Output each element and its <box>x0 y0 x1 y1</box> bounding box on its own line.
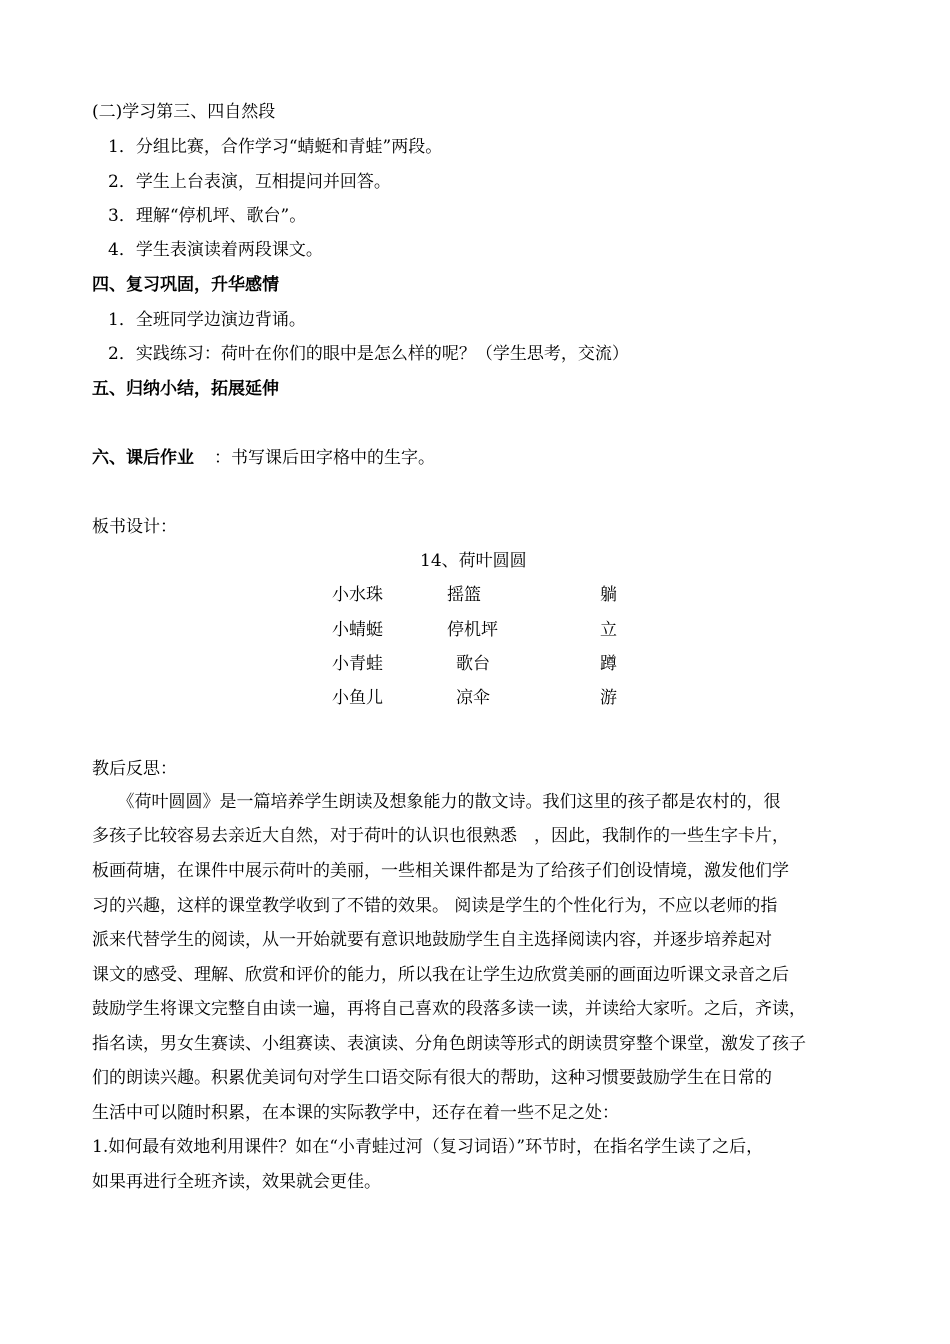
board-cell: 停机坪 <box>447 620 498 640</box>
board-cell: 凉伞 <box>456 688 490 708</box>
board-title: 14、荷叶圆圆 <box>420 551 527 571</box>
section4-item-2: 2．实践练习：荷叶在你们的眼中是怎么样的呢？（学生思考，交流） <box>108 344 629 364</box>
section-heading-5: 五、归纳小结，拓展延伸 <box>92 379 279 399</box>
section2-item-2: 2．学生上台表演，互相提问并回答。 <box>108 172 391 192</box>
reflection-line: 《荷叶圆圆》是一篇培养学生朗读及想象能力的散文诗。我们这里的孩子都是农村的，很 <box>92 792 781 812</box>
board-cell: 小鱼儿 <box>332 688 383 708</box>
reflection-line: 课文的感受、理解、欣赏和评价的能力，所以我在让学生边欣赏美丽的画面边听课文录音之后 <box>92 965 789 985</box>
board-cell: 摇篮 <box>447 585 481 605</box>
reflection-line: 习的兴趣，这样的课堂教学收到了不错的效果。 阅读是学生的个性化行为，不应以老师的指 <box>92 896 778 916</box>
board-cell: 躺 <box>600 585 617 605</box>
section4-item-1: 1．全班同学边演边背诵。 <box>108 310 306 330</box>
board-label: 板书设计： <box>92 517 177 537</box>
board-cell: 蹲 <box>600 654 617 674</box>
reflection-line: 生活中可以随时积累，在本课的实际教学中，还存在着一些不足之处： <box>92 1103 619 1123</box>
homework-text: ：书写课后田字格中的生字。 <box>214 448 435 468</box>
section2-item-4: 4．学生表演读着两段课文。 <box>108 240 323 260</box>
section-heading-2: (二)学习第三、四自然段 <box>92 102 276 122</box>
reflection-line: 鼓励学生将课文完整自由读一遍，再将自己喜欢的段落多读一读，并读给大家听。之后，齐读， <box>92 999 806 1019</box>
reflection-line: 指名读，男女生赛读、小组赛读、表演读、分角色朗读等形式的朗读贯穿整个课堂，激发了孩子 <box>92 1034 806 1054</box>
reflection-line: 多孩子比较容易去亲近大自然，对于荷叶的认识也很熟悉 ，因此，我制作的一些生字卡片， <box>92 826 789 846</box>
section2-item-3: 3．理解“停机坪、歌台”。 <box>108 206 307 226</box>
board-cell: 小蜻蜓 <box>332 620 383 640</box>
section2-item-1: 1．分组比赛，合作学习“蜻蜓和青蛙”两段。 <box>108 137 443 157</box>
board-cell: 立 <box>600 620 617 640</box>
section-heading-6: 六、课后作业 <box>92 448 194 468</box>
board-cell: 小青蛙 <box>332 654 383 674</box>
reflection-label: 教后反思： <box>92 759 177 779</box>
section-heading-4: 四、复习巩固，升华感情 <box>92 275 279 295</box>
reflection-line: 如果再进行全班齐读，效果就会更佳。 <box>92 1172 381 1192</box>
reflection-line: 板画荷塘，在课件中展示荷叶的美丽，一些相关课件都是为了给孩子们创设情境，激发他们学 <box>92 861 789 881</box>
board-cell: 歌台 <box>456 654 490 674</box>
board-cell: 小水珠 <box>332 585 383 605</box>
reflection-line: 1.如何最有效地利用课件？如在“小青蛙过河（复习词语）”环节时，在指名学生读了之后， <box>92 1137 764 1157</box>
reflection-line: 们的朗读兴趣。积累优美词句对学生口语交际有很大的帮助，这种习惯要鼓励学生在日常的 <box>92 1068 772 1088</box>
reflection-line: 派来代替学生的阅读，从一开始就要有意识地鼓励学生自主选择阅读内容，并逐步培养起对 <box>92 930 772 950</box>
board-cell: 游 <box>600 688 617 708</box>
